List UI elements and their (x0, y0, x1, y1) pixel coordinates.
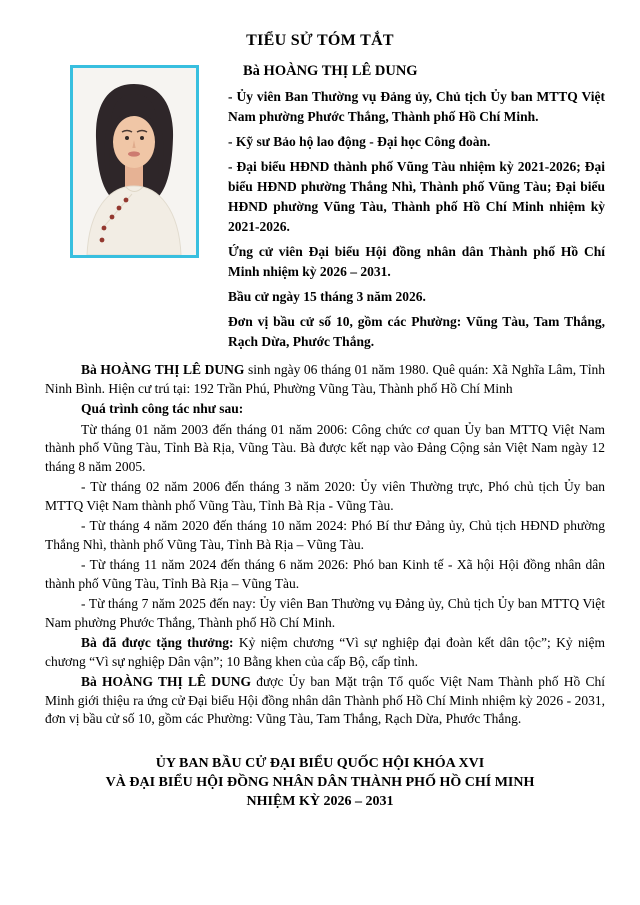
career-item-1: Từ tháng 01 năm 2003 đến tháng 01 năm 2006: Công chức cơ quan Ủy ban MTTQ Việt Nam thành phố Vũng Tàu, Tỉnh Bà Rịa, Vũng Tàu. Bà được kết nạp vào Đảng Cộng sản Việt Nam ngày 12 tháng 8 năm 2005. (45, 421, 605, 474)
page-title: TIỂU SỬ TÓM TẮT (246, 32, 394, 49)
candidate-name-inline: Bà HOÀNG THỊ LÊ DUNG (81, 362, 245, 377)
footer-line-1: ỦY BAN BẦU CỬ ĐẠI BIỂU QUỐC HỘI KHÓA XVI (155, 755, 485, 771)
footer-line-2: VÀ ĐẠI BIỂU HỘI ĐỒNG NHÂN DÂN THÀNH PHỐ HỒ CHÍ MINH (105, 774, 535, 790)
career-item-5: - Từ tháng 7 năm 2025 đến nay: Ủy viên Ban Thường vụ Đảng ủy, Chủ tịch Ủy ban MTTQ Việt Nam phường Phước Thắng, Thành phố Hồ Chí Minh. (45, 596, 605, 630)
summary-item-education: - Kỹ sư Bảo hộ lao động - Đại học Công đoàn. (228, 134, 491, 149)
nomination-paragraph (45, 673, 605, 729)
candidate-name-inline-2: Bà HOÀNG THỊ LÊ DUNG (81, 674, 251, 689)
summary-item-position: - Ủy viên Ban Thường vụ Đảng ủy, Chủ tịch Ủy ban MTTQ Việt Nam phường Phước Thắng, Thành phố Hồ Chí Minh. (228, 89, 605, 124)
career-heading: Quá trình công tác như sau: (81, 401, 244, 416)
profile-summary (228, 62, 605, 357)
election-committee-footer (0, 754, 640, 811)
portrait-illustration (73, 68, 196, 255)
biography-body (45, 361, 605, 729)
nomination-text: được Ủy ban Mặt trận Tổ quốc Việt Nam Thành phố Hồ Chí Minh giới thiệu ra ứng cử Đại biểu Hội đồng nhân dân Thành phố Hồ Chí Minh nhiệm kỳ 2026 - 2031, đơn vị bầu cử số 10, gồm các Phường: Vũng Tàu, Tam Thắng, Rạch Dừa, Phước Thắng. (45, 674, 605, 726)
summary-item-election-date: Bầu cử ngày 15 tháng 3 năm 2026. (228, 289, 426, 304)
profile-header (70, 62, 605, 357)
intro-text: sinh ngày 06 tháng 01 năm 1980. Quê quán: Xã Nghĩa Lâm, Tỉnh Ninh Bình. Hiện cư trú tại: 192 Trần Phú, Phường Vũng Tàu, Thành phố Hồ Chí Minh (45, 362, 605, 396)
summary-item-candidacy: Ứng cử viên Đại biểu Hội đồng nhân dân Thành phố Hồ Chí Minh nhiệm kỳ 2026 – 2031. (228, 244, 605, 279)
career-item-2: - Từ tháng 02 năm 2006 đến tháng 3 năm 2020: Ủy viên Thường trực, Phó chủ tịch Ủy ban MTTQ Việt Nam thành phố Vũng Tàu, Tỉnh Bà Rịa - Vũng Tàu. (45, 479, 605, 513)
footer-line-3: NHIỆM KỲ 2026 – 2031 (246, 793, 394, 809)
candidate-name: Bà HOÀNG THỊ LÊ DUNG (243, 63, 418, 79)
career-item-3: - Từ tháng 4 năm 2020 đến tháng 10 năm 2024: Phó Bí thư Đảng ủy, Chủ tịch HĐND phường Thắng Nhì, thành phố Vũng Tàu, Tỉnh Bà Rịa – Vũng Tàu. (45, 518, 605, 552)
intro-paragraph (45, 361, 605, 398)
summary-item-election-unit: Đơn vị bầu cử số 10, gồm các Phường: Vũng Tàu, Tam Thắng, Rạch Dừa, Phước Thắng. (228, 314, 605, 349)
awards-text: Kỷ niệm chương “Vì sự nghiệp đại đoàn kết dân tộc”; Kỷ niệm chương “Vì sự nghiệp Dân vận”; 10 Bằng khen của cấp Bộ, cấp tỉnh. (45, 635, 605, 669)
summary-item-delegate: - Đại biểu HĐND thành phố Vũng Tàu nhiệm kỳ 2021-2026; Đại biểu HĐND phường Thắng Nhì, Thành phố Vũng Tàu; Đại biểu HĐND phường Vũng Tàu, Thành phố Hồ Chí Minh nhiệm kỳ 2021-2026. (228, 159, 605, 234)
awards-paragraph (45, 634, 605, 671)
career-item-4: - Từ tháng 11 năm 2024 đến tháng 6 năm 2026: Phó ban Kinh tế - Xã hội Hội đồng nhân dân thành phố Vũng Tàu, Tỉnh Bà Rịa – Vũng Tàu. (45, 557, 605, 591)
awards-lead: Bà đã được tặng thưởng: (81, 635, 234, 650)
candidate-photo (70, 65, 199, 258)
